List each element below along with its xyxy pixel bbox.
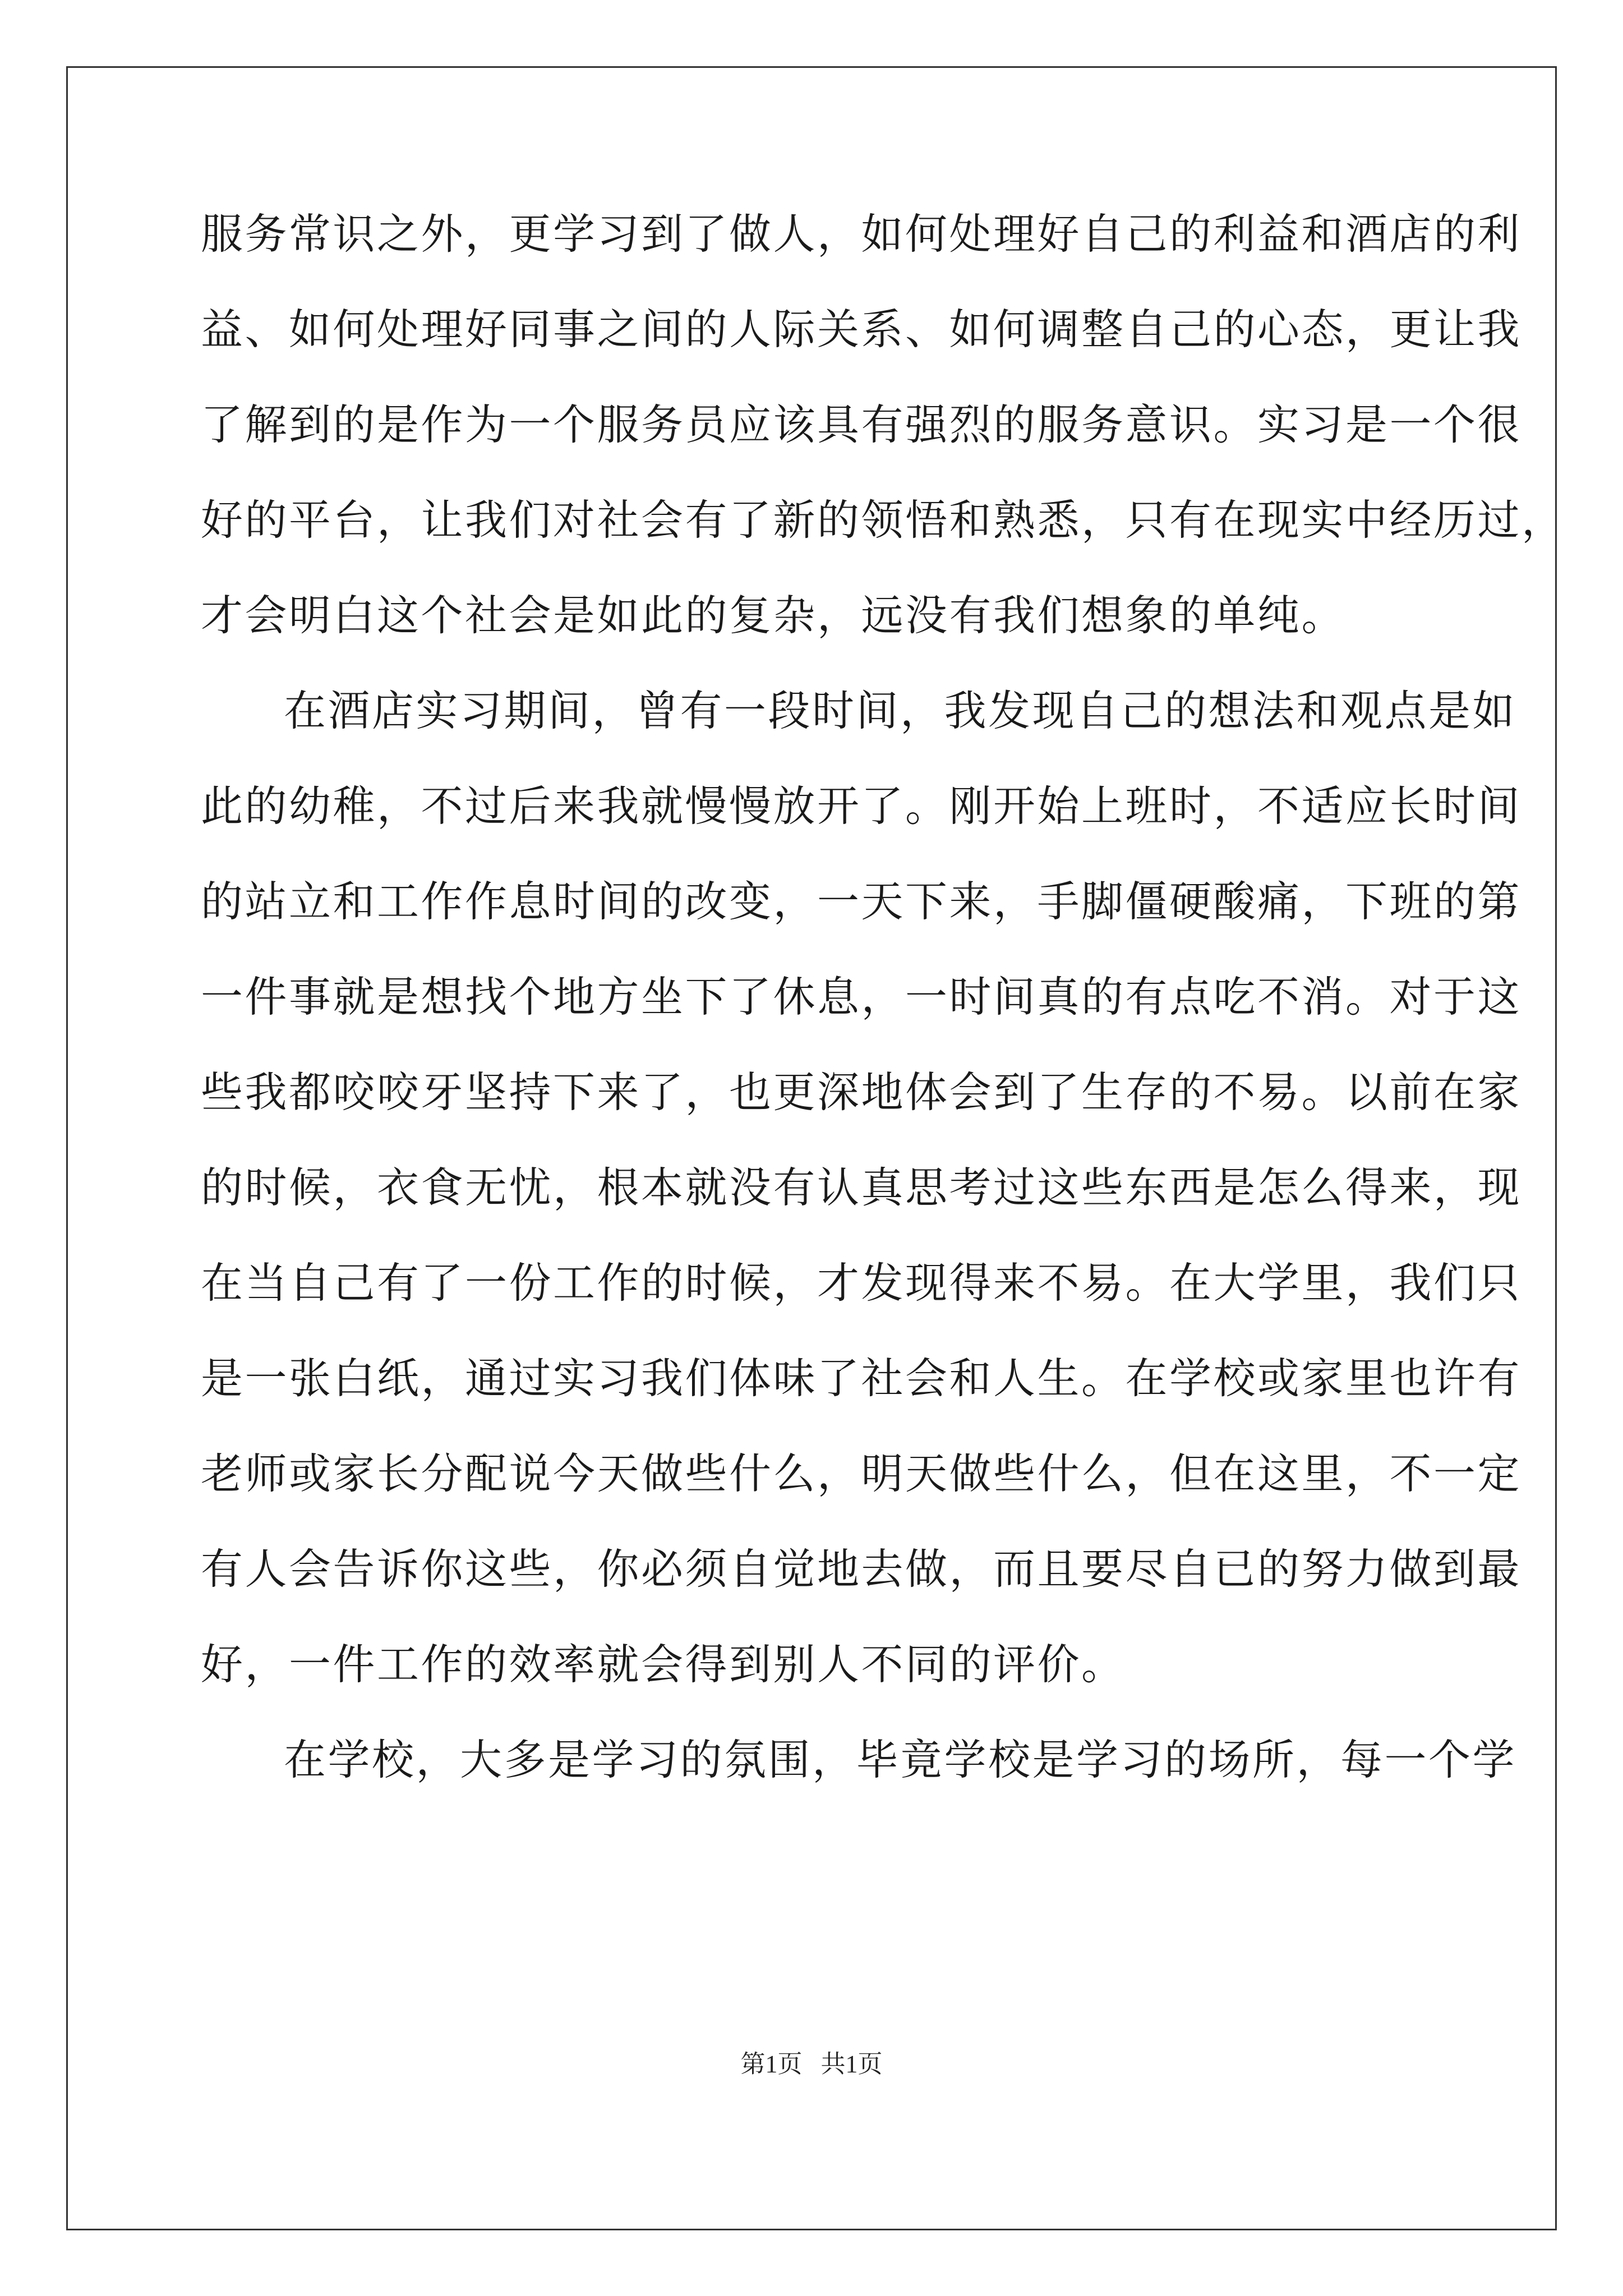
text-line: 是一张白纸，通过实习我们体味了社会和人生。在学校或家里也许有 [201,1354,1522,1403]
text-line-indented: 在酒店实习期间，曾有一段时间，我发现自己的想法和观点是如 [284,686,1517,735]
text-line: 服务常识之外，更学习到了做人，如何处理好自己的利益和酒店的利 [201,209,1522,259]
page-number-footer: 第1页 共1页 [740,2050,883,2078]
text-line: 在当自己有了一份工作的时候，才发现得来不易。在大学里，我们只 [201,1258,1522,1308]
text-line: 好，一件工作的效率就会得到别人不同的评价。 [201,1640,1126,1689]
text-line: 了解到的是作为一个服务员应该具有强烈的服务意识。实习是一个很 [201,400,1522,449]
text-line: 的时候，衣食无忧，根本就没有认真思考过这些东西是怎么得来，现 [201,1163,1522,1212]
text-line: 的站立和工作作息时间的改变，一天下来，手脚僵硬酸痛，下班的第 [201,877,1522,926]
text-line: 些我都咬咬牙坚持下来了，也更深地体会到了生存的不易。以前在家 [201,1068,1522,1117]
text-line: 有人会告诉你这些，你必须自觉地去做，而且要尽自已的努力做到最 [201,1544,1522,1594]
page-border [66,66,1566,2230]
text-line: 好的平台，让我们对社会有了新的领悟和熟悉，只有在现实中经历过， [201,495,1566,545]
text-line: 老师或家长分配说今天做些什么，明天做些什么，但在这里，不一定 [201,1449,1522,1498]
text-line: 才会明白这个社会是如此的复杂，远没有我们想象的单纯。 [201,591,1346,640]
text-line: 此的幼稚，不过后来我就慢慢放开了。刚开始上班时，不适应长时间 [201,781,1522,831]
text-line: 一件事就是想找个地方坐下了休息，一时间真的有点吃不消。对于这 [201,972,1522,1022]
text-line: 益、如何处理好同事之间的人际关系、如何调整自己的心态，更让我 [201,305,1522,354]
text-line-indented: 在学校，大多是学习的氛围，毕竟学校是学习的场所，每一个学 [284,1735,1517,1784]
